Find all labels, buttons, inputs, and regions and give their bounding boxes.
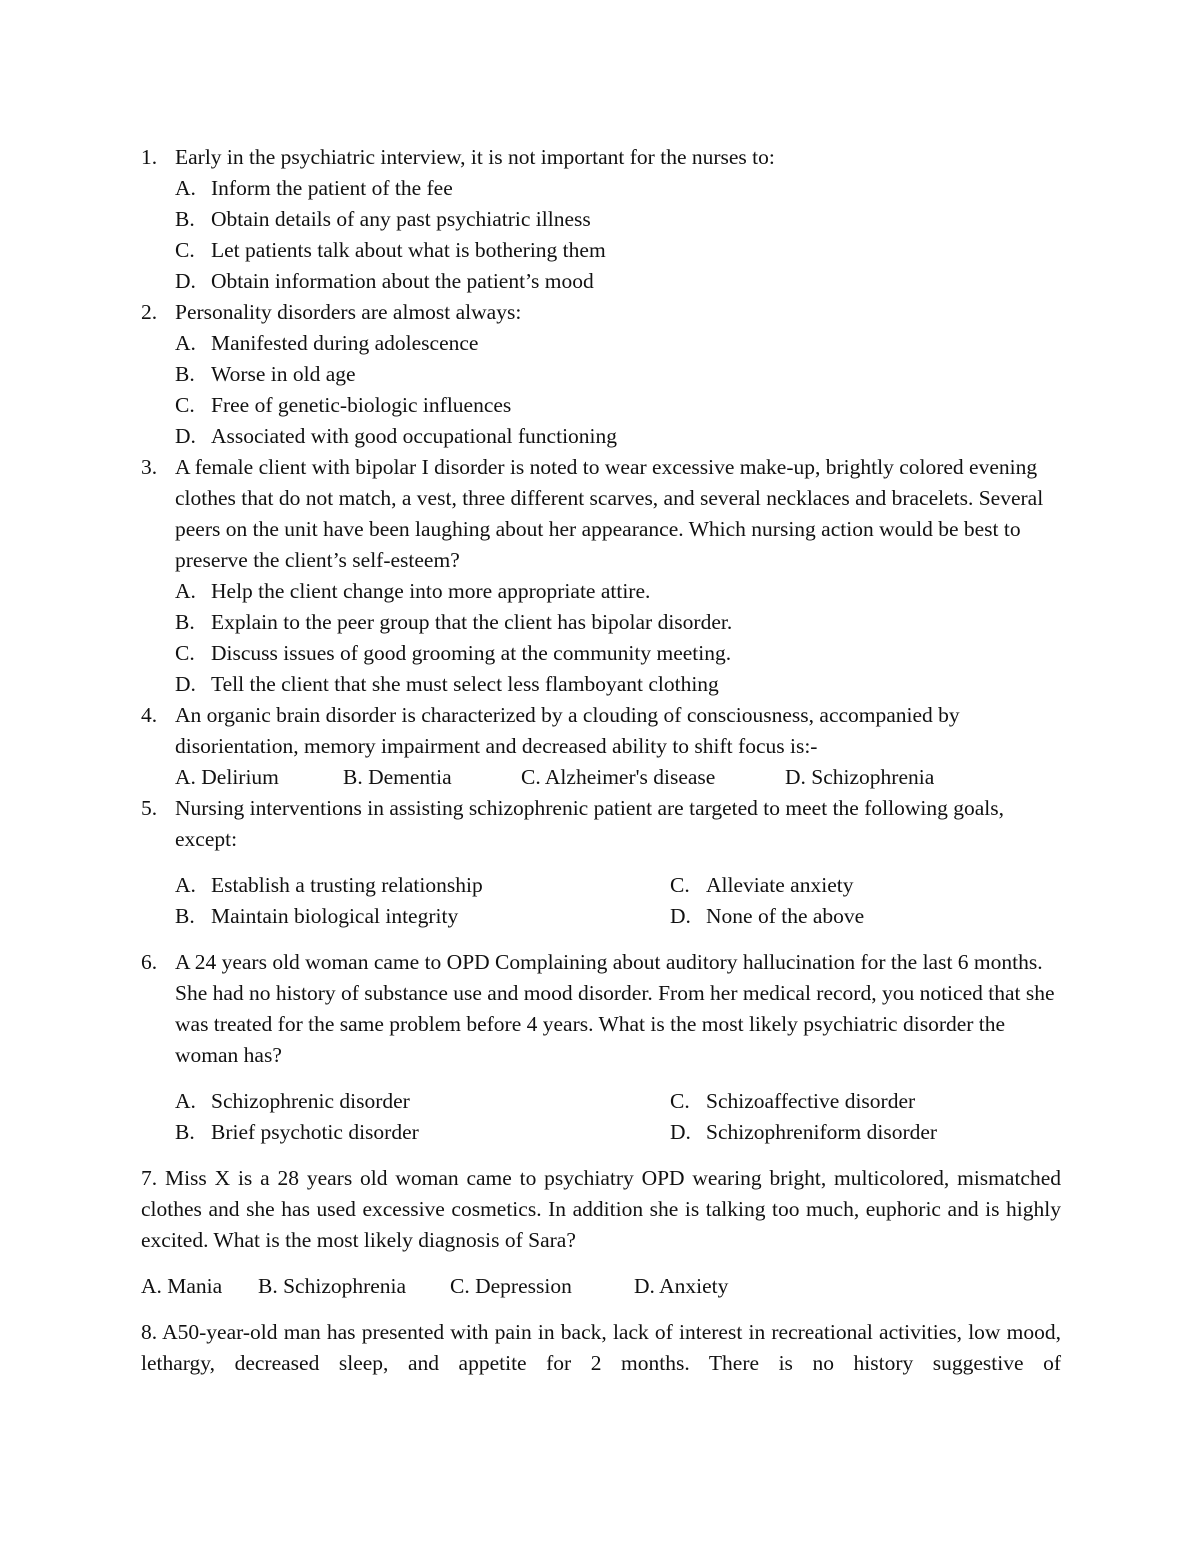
option-text: Worse in old age [211, 362, 356, 386]
option-letter: D. [670, 904, 691, 928]
option-letter: D. [175, 424, 196, 448]
question-3 [141, 452, 1061, 576]
option-text: Inform the patient of the fee [211, 176, 453, 200]
question-4 [141, 700, 1061, 762]
option: C. Alzheimer's disease [521, 765, 716, 789]
option [141, 173, 1061, 204]
option [175, 870, 670, 901]
option: D. Schizophrenia [785, 765, 935, 789]
option-text: Schizoaffective disorder [706, 1089, 916, 1113]
question-number: 2. [141, 300, 158, 324]
option [670, 1117, 1061, 1148]
option [141, 607, 1061, 638]
question-6 [141, 947, 1061, 1071]
option [175, 1117, 670, 1148]
option-letter: C. [670, 873, 690, 897]
option [141, 266, 1061, 297]
option-text: Help the client change into more appropriate attire. [211, 579, 651, 603]
option [141, 235, 1061, 266]
option [141, 328, 1061, 359]
question-number: 6. [141, 950, 158, 974]
option-text: Obtain details of any past psychiatric illness [211, 207, 591, 231]
option-letter: C. [175, 641, 195, 665]
option-text: Schizophreniform disorder [706, 1120, 938, 1144]
option-letter: D. [175, 672, 196, 696]
options-grid [141, 870, 1061, 932]
option-text: Obtain information about the patient’s mood [211, 269, 594, 293]
option-letter: A. [175, 579, 196, 603]
option-text: Free of genetic-biologic influences [211, 393, 512, 417]
question-7: 7. Miss X is a 28 years old woman came to psychiatry OPD wearing bright, multicolored, mismatched clothes and she has used excessive cosmetics. In addition she is talking too much, euphoric and is highly excited. What is the most likely diagnosis of Sara? [141, 1166, 1061, 1252]
option-letter: B. [175, 610, 195, 634]
options-grid [141, 1086, 1061, 1148]
option-letter: C. [670, 1089, 690, 1113]
option: B. Dementia [343, 765, 452, 789]
option-text: Discuss issues of good grooming at the community meeting. [211, 641, 732, 665]
question-text: Early in the psychiatric interview, it is not important for the nurses to: [175, 145, 775, 169]
option [175, 1086, 670, 1117]
option-letter: A. [175, 176, 196, 200]
question-number: 4. [141, 703, 158, 727]
option: C. Depression [450, 1274, 572, 1298]
option-letter: C. [175, 238, 195, 262]
option-letter: A. [175, 1089, 196, 1113]
option [670, 901, 1061, 932]
option [141, 638, 1061, 669]
option [670, 870, 1061, 901]
question-text: Personality disorders are almost always: [175, 300, 522, 324]
option: D. Anxiety [634, 1274, 729, 1298]
option-letter: A. [175, 873, 196, 897]
option-text: None of the above [706, 904, 865, 928]
option-text: Explain to the peer group that the client has bipolar disorder. [211, 610, 733, 634]
inline-options [141, 1271, 1061, 1302]
question-8: 8. A50-year-old man has presented with pain in back, lack of interest in recreational activities, low mood, lethargy, decreased sleep, and appetite for 2 months. There is no history suggestive of [141, 1320, 1061, 1375]
inline-options [141, 762, 1061, 793]
option-text: Establish a trusting relationship [211, 873, 483, 897]
question-1 [141, 142, 1061, 173]
option-text: Alleviate anxiety [706, 873, 854, 897]
question-list [141, 142, 1061, 1379]
option-letter: D. [670, 1120, 691, 1144]
option [670, 1086, 1061, 1117]
option-letter: A. [175, 331, 196, 355]
question-number: 5. [141, 796, 158, 820]
question-2 [141, 297, 1061, 328]
option [141, 204, 1061, 235]
option-text: Schizophrenic disorder [211, 1089, 410, 1113]
question-number: 3. [141, 455, 158, 479]
option [141, 421, 1061, 452]
option [141, 390, 1061, 421]
option-letter: B. [175, 207, 195, 231]
option: A. Delirium [175, 765, 279, 789]
option: A. Mania [141, 1274, 223, 1298]
option: B. Schizophrenia [258, 1274, 407, 1298]
option-text: Maintain biological integrity [211, 904, 459, 928]
option-letter: B. [175, 904, 195, 928]
question-text: An organic brain disorder is characterized by a clouding of consciousness, accompanied by disorientation, memory impairment and decreased ability to shift focus is:- [175, 703, 960, 758]
option-letter: B. [175, 1120, 195, 1144]
option [141, 359, 1061, 390]
option-text: Brief psychotic disorder [211, 1120, 419, 1144]
question-text: A female client with bipolar I disorder is noted to wear excessive make-up, brightly colored evening clothes that do not match, a vest, three different scarves, and several necklaces and bracelets. Several peers on the unit have been laughing about her appearance. Which nursing action would be best to preserve the client’s self-esteem? [175, 455, 1044, 572]
option [175, 901, 670, 932]
option-text: Let patients talk about what is bothering them [211, 238, 606, 262]
question-number: 1. [141, 145, 158, 169]
option-text: Associated with good occupational functioning [211, 424, 618, 448]
option-text: Manifested during adolescence [211, 331, 479, 355]
option-letter: B. [175, 362, 195, 386]
question-text: A 24 years old woman came to OPD Complaining about auditory hallucination for the last 6 months. She had no history of substance use and mood disorder. From her medical record, you noticed that she was treated for the same problem before 4 years. What is the most likely psychiatric disorder the woman has? [175, 950, 1055, 1067]
option [141, 576, 1061, 607]
question-5 [141, 793, 1061, 855]
option-text: Tell the client that she must select less flamboyant clothing [211, 672, 719, 696]
option-letter: C. [175, 393, 195, 417]
option-letter: D. [175, 269, 196, 293]
question-text: Nursing interventions in assisting schizophrenic patient are targeted to meet the following goals, except: [175, 796, 1004, 851]
option [141, 669, 1061, 700]
